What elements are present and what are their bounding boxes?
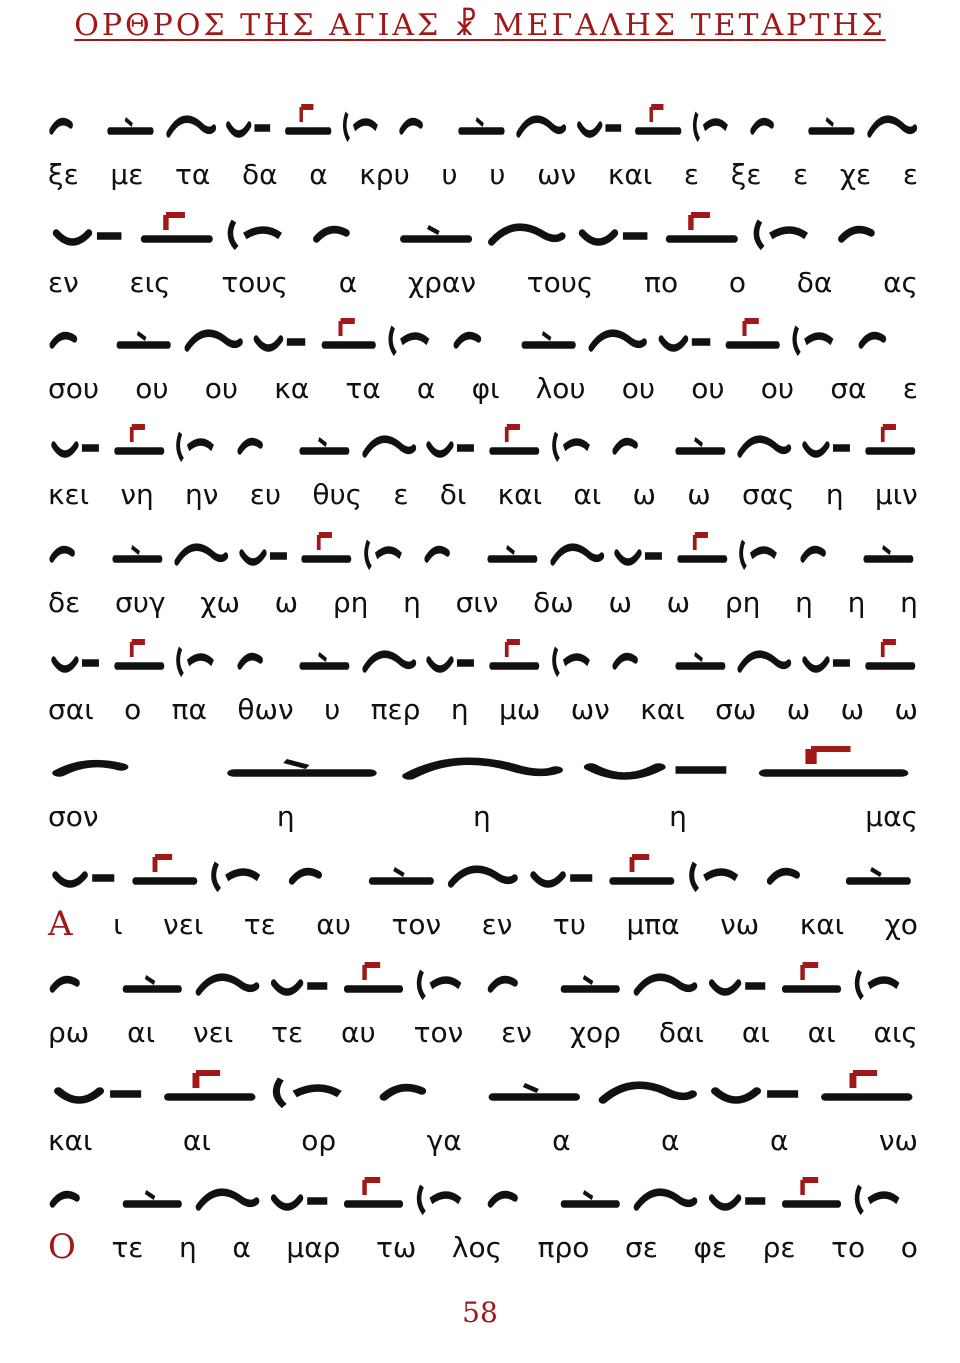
neume-glyph — [611, 520, 668, 580]
neume-glyph — [549, 627, 606, 687]
lyric-syllable: νη — [120, 477, 154, 511]
neume-glyph — [423, 520, 480, 580]
lyric-syllable: σε — [624, 1230, 658, 1264]
lyric-syllable: τα — [345, 371, 381, 405]
lyric-syllable: ην — [185, 477, 219, 511]
lyric-syllable: και — [607, 157, 653, 191]
lyric-syllable: η — [450, 692, 469, 726]
neume-row — [48, 842, 918, 902]
neume-glyph — [158, 1058, 262, 1118]
lyric-syllable: υ — [324, 692, 341, 726]
lyric-syllable: δε — [48, 585, 81, 619]
neume-glyph — [223, 734, 392, 794]
lyric-syllable: ω — [840, 692, 865, 726]
lyric-syllable: ω — [632, 477, 656, 511]
neume-glyph — [413, 1165, 480, 1225]
neume-glyph — [236, 520, 293, 580]
neume-row — [48, 520, 918, 580]
lyric-syllable: τε — [271, 1015, 304, 1049]
neume-glyph — [250, 306, 311, 366]
neume-glyph — [596, 1058, 700, 1118]
neume-glyph — [194, 1165, 261, 1225]
lyric-syllable: γα — [426, 1123, 462, 1157]
lyric-row — [48, 154, 918, 194]
lyric-syllable: χορ — [569, 1015, 621, 1049]
neume-glyph — [115, 306, 176, 366]
lyric-syllable: ας — [883, 265, 918, 299]
neume-glyph — [486, 950, 553, 1010]
lyric-syllable: αι — [807, 1015, 836, 1049]
neume-glyph — [267, 1165, 334, 1225]
lyric-syllable: εν — [481, 907, 513, 941]
neume-glyph — [298, 520, 355, 580]
lyric-syllable: δαι — [658, 1015, 704, 1049]
lyric-syllable: μπα — [626, 907, 680, 941]
neume-glyph — [165, 92, 217, 152]
lyric-syllable: η — [276, 799, 295, 833]
neume-glyph — [705, 950, 772, 1010]
neume-glyph — [173, 412, 230, 472]
lyric-syllable: ω — [786, 692, 811, 726]
neume-glyph — [749, 734, 918, 794]
lyric-syllable: ρη — [724, 585, 761, 619]
neume-glyph — [194, 950, 261, 1010]
lyric-syllable: αι — [573, 477, 602, 511]
lyric-syllable: υ — [489, 157, 506, 191]
lyric-syllable: πα — [171, 692, 207, 726]
lyric-syllable: ε — [793, 157, 809, 191]
neume-glyph — [685, 842, 759, 902]
neume-glyph — [298, 412, 355, 472]
lyric-syllable: σιν — [455, 585, 499, 619]
neume-glyph — [340, 950, 407, 1010]
lyric-syllable: ο — [728, 265, 746, 299]
lyric-syllable: σαι — [48, 692, 94, 726]
lyric-syllable: ου — [135, 371, 169, 405]
lyric-syllable: χο — [884, 907, 918, 941]
lyric-syllable: η — [825, 477, 844, 511]
lyric-syllable: η — [179, 1230, 197, 1264]
lyric-row — [48, 474, 918, 514]
lyric-row — [48, 904, 918, 944]
lyric-syllable: ω — [894, 692, 918, 726]
lyric-syllable: ω — [608, 585, 632, 619]
neume-row — [48, 734, 918, 794]
lyric-syllable: σα — [830, 371, 867, 405]
lyric-syllable: και — [640, 692, 685, 726]
lyric-syllable: ω — [666, 585, 691, 619]
neume-glyph — [736, 627, 793, 687]
neume-glyph — [836, 200, 918, 260]
lyric-syllable: κει — [48, 477, 90, 511]
neume-glyph — [318, 306, 379, 366]
neume-row — [48, 627, 918, 687]
neume-glyph — [515, 92, 567, 152]
lyric-row — [48, 1120, 918, 1160]
neume-glyph — [705, 1058, 809, 1118]
lyric-syllable: η — [473, 799, 491, 833]
lyric-syllable: τα — [174, 157, 211, 191]
neume-glyph — [574, 200, 656, 260]
lyric-syllable: νω — [720, 907, 760, 941]
neume-glyph — [48, 520, 105, 580]
lyric-row — [48, 689, 918, 729]
neume-glyph — [48, 1165, 115, 1225]
lyric-syllable: δω — [533, 585, 574, 619]
neume-glyph — [183, 306, 244, 366]
lyric-syllable: δι — [439, 477, 467, 511]
lyric-syllable: περ — [370, 692, 421, 726]
lyric-syllable: εις — [129, 265, 171, 299]
neume-glyph — [851, 1165, 918, 1225]
neume-glyph — [611, 627, 668, 687]
lyric-syllable: ε — [683, 157, 700, 191]
neume-row — [48, 412, 918, 472]
neume-glyph — [486, 412, 543, 472]
neume-glyph — [111, 520, 168, 580]
neume-row — [48, 200, 918, 260]
lyric-row — [48, 1012, 918, 1052]
neume-glyph — [340, 1165, 407, 1225]
neume-glyph — [446, 842, 520, 902]
lyric-syllable: αυ — [316, 907, 351, 941]
neume-glyph — [866, 92, 918, 152]
lyric-syllable: τω — [376, 1230, 417, 1264]
neume-glyph — [851, 950, 918, 1010]
lyric-syllable: α — [338, 265, 358, 299]
neume-glyph — [632, 1165, 699, 1225]
neume-glyph — [736, 520, 793, 580]
neume-glyph — [377, 1058, 481, 1118]
lyric-syllable: α — [232, 1230, 251, 1264]
lyric-syllable: μω — [499, 692, 541, 726]
lyric-syllable: φε — [693, 1230, 728, 1264]
lyric-syllable: τυ — [552, 907, 586, 941]
lyric-syllable: ε — [902, 371, 918, 405]
lyric-syllable: ρη — [332, 585, 369, 619]
neume-glyph — [862, 520, 919, 580]
neume-glyph — [48, 412, 105, 472]
neume-glyph — [423, 627, 480, 687]
lyric-syllable: τον — [413, 1015, 464, 1049]
neume-glyph — [862, 412, 919, 472]
neume-glyph — [136, 200, 218, 260]
lyric-syllable: αι — [741, 1015, 770, 1049]
neume-glyph — [298, 627, 355, 687]
neume-glyph — [48, 842, 122, 902]
lyric-syllable: αυ — [341, 1015, 376, 1049]
lyric-syllable: α — [661, 1123, 680, 1157]
page-title: ΟΡΘΡΟΣ ΤΗΣ ΑΓΙΑΣ ☧ ΜΕΓΑΛΗΣ ΤΕΤΑΡΤΗΣ — [74, 8, 886, 43]
neume-glyph — [236, 412, 293, 472]
neume-glyph — [799, 627, 856, 687]
lyric-syllable: υ — [441, 157, 458, 191]
neume-glyph — [807, 92, 859, 152]
neume-glyph — [486, 1165, 553, 1225]
lyric-syllable: η — [669, 799, 687, 833]
lyric-syllable: ξε — [48, 157, 79, 191]
lyric-syllable: μιν — [874, 477, 918, 511]
lyric-syllable: κρυ — [359, 157, 410, 191]
lyric-syllable: τε — [111, 1230, 144, 1264]
lyric-syllable: η — [847, 585, 866, 619]
neume-glyph — [749, 200, 831, 260]
lyric-syllable: αι — [182, 1123, 211, 1157]
lyric-syllable: και — [799, 907, 845, 941]
lyric-syllable: τους — [221, 265, 288, 299]
neume-row — [48, 306, 918, 366]
neume-glyph — [48, 734, 217, 794]
lyric-syllable: με — [110, 157, 144, 191]
neume-row — [48, 92, 918, 152]
lyric-syllable: α — [309, 157, 328, 191]
neume-glyph — [121, 950, 188, 1010]
neume-glyph — [690, 92, 742, 152]
neume-glyph — [223, 200, 305, 260]
neume-glyph — [486, 200, 568, 260]
lyric-syllable: ου — [760, 371, 795, 405]
neume-glyph — [574, 92, 626, 152]
neume-glyph — [736, 412, 793, 472]
neume-glyph — [48, 1058, 152, 1118]
page-number: 58 — [462, 1296, 498, 1329]
neume-glyph — [423, 412, 480, 472]
neume-glyph — [287, 842, 361, 902]
lyric-syllable: φι — [471, 371, 500, 405]
neume-glyph — [722, 306, 783, 366]
lyric-syllable: ρω — [48, 1015, 90, 1049]
neume-glyph — [778, 1165, 845, 1225]
lyric-syllable: α — [769, 1123, 789, 1157]
drop-initial: Α — [48, 904, 73, 944]
lyric-syllable: ι — [113, 907, 123, 941]
lyric-row — [48, 1227, 918, 1267]
lyric-row — [48, 582, 918, 622]
lyric-syllable: σου — [48, 371, 100, 405]
lyric-syllable: ε — [393, 477, 409, 511]
neume-glyph — [106, 92, 158, 152]
neume-glyph — [674, 627, 731, 687]
drop-initial: Ο — [48, 1227, 76, 1267]
neume-glyph — [361, 520, 418, 580]
neume-glyph — [862, 627, 919, 687]
lyric-syllable: σον — [48, 799, 99, 833]
neume-glyph — [674, 520, 731, 580]
neume-glyph — [778, 950, 845, 1010]
lyric-syllable: ω — [687, 477, 711, 511]
lyric-syllable: το — [831, 1230, 866, 1264]
lyric-syllable: ρε — [762, 1230, 796, 1264]
lyric-syllable: η — [403, 585, 421, 619]
lyric-syllable: και — [497, 477, 543, 511]
neume-glyph — [611, 412, 668, 472]
lyric-syllable: σω — [715, 692, 757, 726]
lyric-syllable: νει — [163, 907, 204, 941]
neume-glyph — [705, 1165, 772, 1225]
neume-glyph — [844, 842, 918, 902]
lyric-syllable: χραν — [407, 265, 476, 299]
neume-glyph — [674, 412, 731, 472]
lyric-syllable: μας — [865, 799, 918, 833]
lyric-syllable: και — [48, 1123, 93, 1157]
neume-glyph — [549, 520, 606, 580]
neume-glyph — [267, 950, 334, 1010]
neume-glyph — [111, 627, 168, 687]
lyric-syllable: προ — [537, 1230, 590, 1264]
neume-glyph — [173, 520, 230, 580]
lyric-syllable: ο — [124, 692, 142, 726]
neume-glyph — [413, 950, 480, 1010]
neume-glyph — [605, 842, 679, 902]
neume-glyph — [486, 1058, 590, 1118]
lyric-row — [48, 796, 918, 836]
lyric-syllable: πο — [644, 265, 679, 299]
lyric-syllable: ορ — [301, 1123, 337, 1157]
lyric-syllable: τον — [391, 907, 442, 941]
lyric-syllable: ω — [274, 585, 299, 619]
lyric-syllable: ε — [902, 157, 918, 191]
lyric-syllable: θυς — [312, 477, 363, 511]
lyric-syllable: η — [900, 585, 918, 619]
neume-glyph — [48, 200, 130, 260]
neume-glyph — [789, 306, 850, 366]
neume-glyph — [749, 92, 801, 152]
lyric-syllable: τε — [243, 907, 276, 941]
neume-glyph — [267, 1058, 371, 1118]
lyric-syllable: α — [416, 371, 436, 405]
neume-glyph — [48, 92, 100, 152]
lyric-syllable: αις — [873, 1015, 918, 1049]
lyric-syllable: σας — [741, 477, 795, 511]
lyric-syllable: ο — [900, 1230, 918, 1264]
neume-row — [48, 950, 918, 1010]
neume-glyph — [311, 200, 393, 260]
lyric-syllable: ου — [621, 371, 656, 405]
neume-glyph — [361, 627, 418, 687]
lyric-syllable: αι — [127, 1015, 156, 1049]
neume-glyph — [632, 92, 684, 152]
neume-glyph — [207, 842, 281, 902]
neume-glyph — [559, 950, 626, 1010]
neume-glyph — [223, 92, 275, 152]
lyric-syllable: δα — [241, 157, 278, 191]
lyric-syllable: νει — [192, 1015, 234, 1049]
lyric-syllable: εν — [48, 265, 79, 299]
neume-glyph — [121, 1165, 188, 1225]
lyric-syllable: ου — [204, 371, 239, 405]
lyric-syllable: εν — [501, 1015, 532, 1049]
neume-glyph — [282, 92, 334, 152]
neume-glyph — [655, 306, 716, 366]
neume-glyph — [48, 950, 115, 1010]
neume-glyph — [128, 842, 202, 902]
neume-glyph — [398, 734, 567, 794]
neume-glyph — [385, 306, 446, 366]
neume-glyph — [549, 412, 606, 472]
neume-glyph — [526, 842, 600, 902]
neume-glyph — [452, 306, 513, 366]
neume-glyph — [857, 306, 918, 366]
neume-glyph — [587, 306, 648, 366]
lyric-syllable: δα — [796, 265, 833, 299]
lyric-syllable: τους — [526, 265, 594, 299]
neume-glyph — [815, 1058, 919, 1118]
lyric-syllable: ευ — [249, 477, 282, 511]
lyric-syllable: χω — [200, 585, 240, 619]
lyric-syllable: συγ — [115, 585, 166, 619]
neume-glyph — [111, 412, 168, 472]
lyric-syllable: η — [795, 585, 813, 619]
neume-glyph — [799, 520, 856, 580]
lyric-syllable: κα — [274, 371, 310, 405]
neume-glyph — [799, 412, 856, 472]
neume-glyph — [559, 1165, 626, 1225]
neume-glyph — [173, 627, 230, 687]
neume-glyph — [457, 92, 509, 152]
neume-glyph — [361, 412, 418, 472]
lyric-syllable: θων — [237, 692, 294, 726]
neume-glyph — [48, 627, 105, 687]
lyric-syllable: λος — [451, 1230, 503, 1264]
neume-glyph — [765, 842, 839, 902]
neume-glyph — [340, 92, 392, 152]
neume-glyph — [398, 200, 480, 260]
lyric-syllable: λου — [535, 371, 586, 405]
neume-glyph — [661, 200, 743, 260]
lyric-syllable: νω — [878, 1123, 918, 1157]
neume-glyph — [574, 734, 743, 794]
neume-glyph — [367, 842, 441, 902]
lyric-syllable: χε — [839, 157, 872, 191]
neume-glyph — [632, 950, 699, 1010]
neume-row — [48, 1165, 918, 1225]
neume-glyph — [48, 306, 109, 366]
neume-row — [48, 1058, 918, 1118]
lyric-syllable: ξε — [730, 157, 762, 191]
lyric-syllable: ων — [537, 157, 577, 191]
lyric-syllable: α — [552, 1123, 571, 1157]
lyric-syllable: ων — [570, 692, 610, 726]
neume-glyph — [486, 520, 543, 580]
neume-glyph — [520, 306, 581, 366]
neume-glyph — [236, 627, 293, 687]
neume-glyph — [398, 92, 450, 152]
lyric-syllable: μαρ — [286, 1230, 341, 1264]
lyric-row — [48, 262, 918, 302]
lyric-syllable: ου — [691, 371, 725, 405]
lyric-row — [48, 368, 918, 408]
neume-glyph — [486, 627, 543, 687]
